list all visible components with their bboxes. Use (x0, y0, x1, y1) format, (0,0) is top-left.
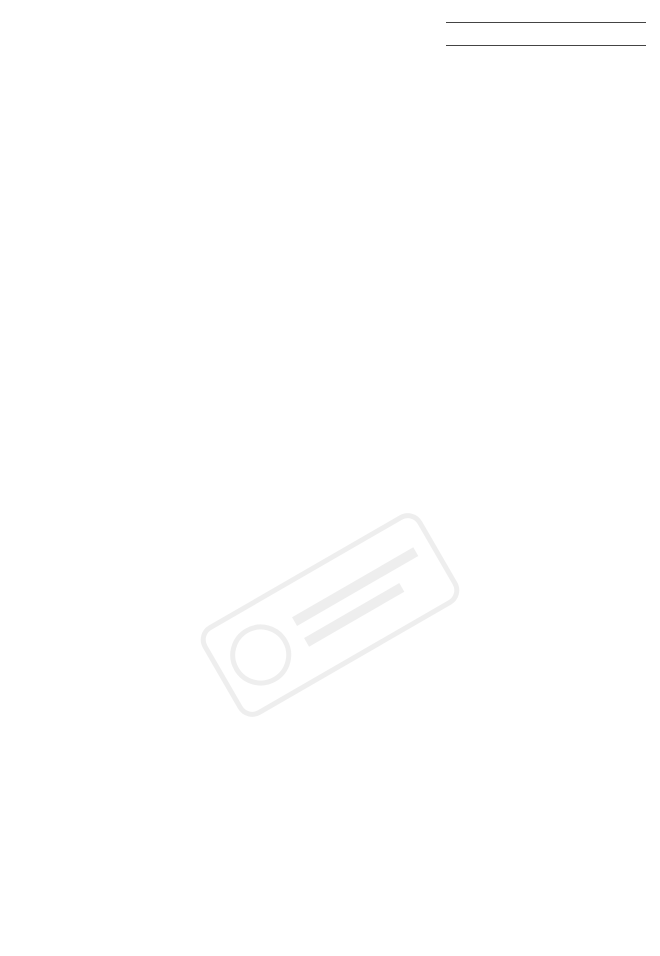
section-heading (4, 840, 656, 862)
paragraph-line (4, 498, 656, 520)
paragraph-line (4, 924, 656, 946)
paragraph-line (4, 618, 656, 640)
paragraph-line (4, 724, 656, 746)
paragraph (4, 924, 656, 946)
paragraph-line (4, 520, 656, 542)
section-heading (4, 756, 656, 778)
article-place (446, 25, 646, 46)
section-heading (4, 358, 656, 380)
article-title (60, 64, 600, 94)
paragraph-line (4, 326, 656, 348)
paragraph-line (4, 388, 656, 410)
paragraph (4, 870, 656, 914)
paragraph (4, 388, 656, 586)
paragraph-line (4, 260, 656, 282)
paragraph-line (4, 238, 656, 260)
paragraph (4, 596, 656, 640)
paragraph-line (4, 476, 656, 498)
paragraph (4, 786, 656, 830)
article-date (446, 2, 646, 23)
paragraph-line (4, 680, 656, 702)
paragraph-line (4, 172, 656, 194)
paragraph-line (4, 870, 656, 892)
paragraph-line (4, 150, 656, 172)
paragraph (4, 680, 656, 746)
paragraph-line (4, 304, 656, 326)
paragraph-line (4, 702, 656, 724)
paragraph-line (4, 128, 656, 150)
paragraph-line (4, 194, 656, 216)
paragraph-line (4, 410, 656, 432)
paragraph-line (4, 596, 656, 618)
paragraph-line (4, 432, 656, 454)
paragraph-line (4, 542, 656, 564)
paragraph-line (4, 892, 656, 914)
paragraph-line (4, 786, 656, 808)
paragraph-line (4, 454, 656, 476)
paragraph-line (4, 564, 656, 586)
paragraph-line (4, 282, 656, 304)
paragraph (4, 128, 656, 348)
section-heading (4, 650, 656, 672)
dateline (446, 2, 646, 48)
paragraph-line (4, 808, 656, 830)
paragraph-line (4, 216, 656, 238)
article-body (4, 128, 656, 956)
